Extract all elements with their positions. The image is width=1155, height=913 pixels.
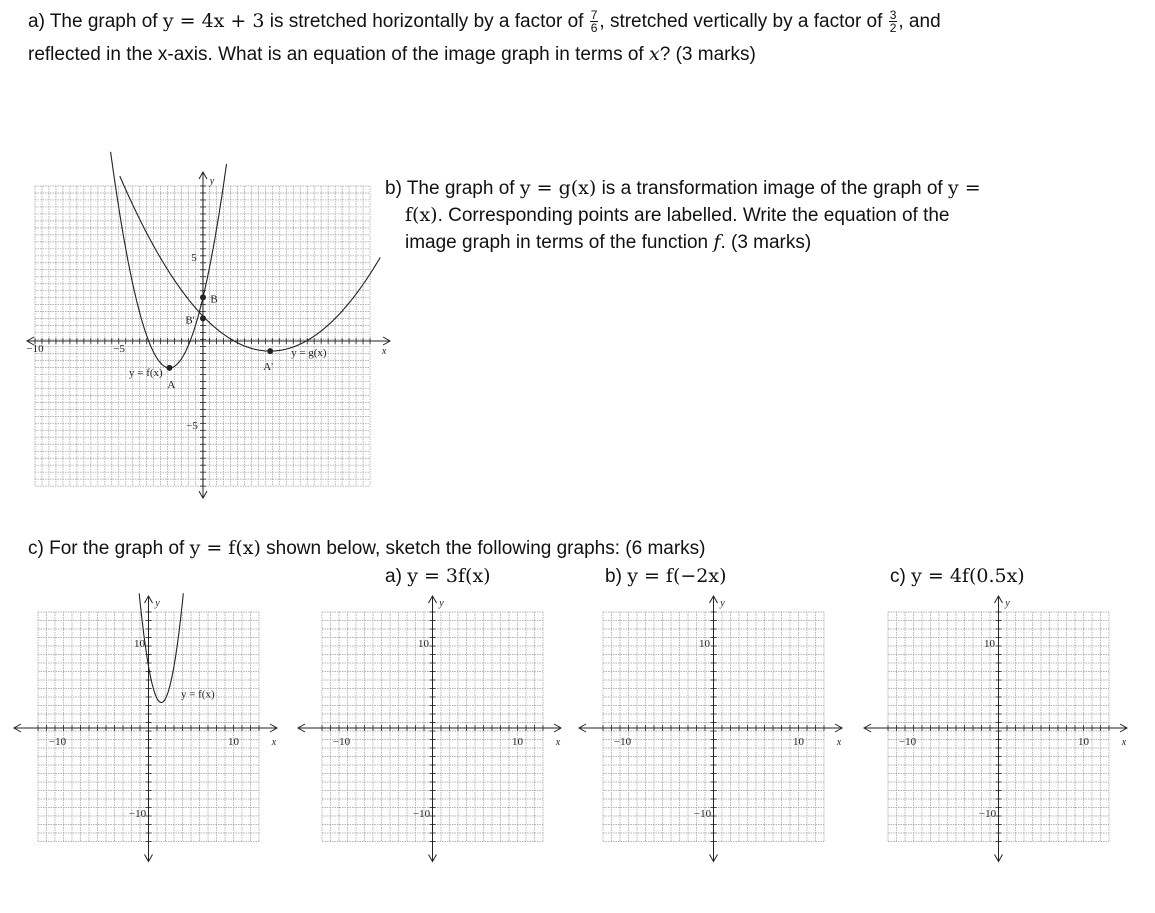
qb-text-3: . Corresponding points are labelled. Write the equation of the	[437, 205, 950, 226]
qa-line2-text: reflected in the x-axis. What is an equation of the image graph in terms of	[28, 44, 649, 65]
label-g: y = g(x)	[291, 347, 327, 360]
tick-label-x-neg10: −10	[26, 343, 44, 355]
small-graph-curve-f	[139, 593, 183, 702]
qc-sub-b-equation: y = f(−2x)	[627, 565, 727, 587]
qc-text-1: c) For the graph of	[28, 538, 190, 559]
small-graph-1-y-label: y	[155, 598, 160, 609]
qa-text-2: is stretched horizontally by a factor of	[264, 11, 589, 32]
qc-sub-a-equation: y = 3f(x)	[407, 565, 491, 587]
qc-equation: y = f(x)	[189, 537, 261, 559]
qb-equation-y: y =	[947, 177, 981, 199]
qb-f-var: f	[713, 231, 721, 253]
point-A	[166, 365, 172, 371]
small-graph-2-y-label: y	[439, 598, 444, 609]
qc-text-2: shown below, sketch the following graphs: (6 marks)	[260, 538, 706, 559]
qa-var-x: x	[649, 43, 660, 65]
qb-text-4: image graph in terms of the function	[405, 232, 714, 253]
small-graph-1-tick-10: 10	[228, 736, 239, 748]
small-graph-4-x-label: x	[1121, 737, 1127, 748]
label-f: y = f(x)	[129, 366, 163, 379]
label-B-prime: B'	[185, 314, 195, 327]
qa-text-3: , stretched vertically by a factor of	[599, 11, 888, 32]
qb-text-5: . (3 marks)	[720, 232, 812, 253]
qa-v-num: 3	[889, 8, 897, 23]
small-graph-3-tick-yneg10: −10	[693, 808, 712, 820]
small-graph-2-grid	[298, 596, 561, 862]
small-graph-4-tick-neg10: −10	[898, 736, 917, 748]
label-A-prime: A'	[263, 361, 274, 374]
label-B: B	[210, 293, 218, 306]
qc-sub-a-label: a)	[385, 566, 408, 587]
tick-label-y-5: 5	[191, 252, 197, 264]
point-B	[200, 294, 206, 300]
qa-text-1: a) The graph of	[28, 11, 163, 32]
small-graph-2-tick-10: 10	[512, 736, 523, 748]
qa-line2-end: ? (3 marks)	[659, 44, 756, 65]
small-graph-2-tick-yneg10: −10	[412, 808, 431, 820]
qa-h-num: 7	[590, 8, 598, 23]
qa-h-den: 6	[590, 21, 598, 36]
graph-b-grid	[27, 172, 390, 498]
small-graph-2-tick-neg10: −10	[332, 736, 351, 748]
qc-sub-c-equation: y = 4f(0.5x)	[911, 565, 1025, 587]
curve-g	[120, 176, 380, 351]
point-A-prime	[267, 348, 273, 354]
qb-text-1: b) The graph of	[385, 178, 520, 199]
small-graph-3-tick-y10: 10	[699, 638, 710, 650]
qa-text-4: , and	[898, 11, 941, 32]
qc-sub-b-label: b)	[605, 566, 628, 587]
small-graph-1-tick-neg10: −10	[48, 736, 67, 748]
tick-label-y-neg5: −5	[186, 420, 198, 432]
tick-label-x-neg5: −5	[113, 343, 125, 355]
small-graph-1-x-label: x	[271, 737, 277, 748]
small-graph-2-x-label: x	[555, 737, 561, 748]
small-graph-4-tick-yneg10: −10	[978, 808, 997, 820]
small-graph-4-tick-y10: 10	[984, 638, 995, 650]
small-graph-3-grid	[579, 596, 842, 862]
qb-text-2: is a transformation image of the graph of	[596, 178, 948, 199]
small-graph-label-f: y = f(x)	[180, 688, 215, 701]
small-graph-1-grid	[14, 596, 277, 862]
label-A: A	[167, 378, 176, 391]
qa-equation: y = 4x + 3	[162, 10, 265, 32]
small-graph-4-y-label: y	[1005, 598, 1010, 609]
qa-v-den: 2	[889, 21, 897, 36]
y-axis-label: y	[209, 176, 215, 187]
small-graph-2-tick-y10: 10	[418, 638, 429, 650]
qb-equation-g: y = g(x)	[519, 177, 597, 199]
small-graph-1-tick-yneg10: −10	[128, 808, 147, 820]
small-graph-3-x-label: x	[836, 737, 842, 748]
small-graph-3-tick-neg10: −10	[613, 736, 632, 748]
small-graph-4-grid	[864, 596, 1127, 862]
qb-equation-f: f(x)	[405, 204, 438, 226]
qc-sub-c-label: c)	[890, 566, 912, 587]
point-B-prime	[200, 315, 206, 321]
small-graph-3-tick-10: 10	[793, 736, 804, 748]
small-graph-3-y-label: y	[720, 598, 725, 609]
x-axis-label: x	[381, 346, 387, 357]
small-graph-1-tick-y10: 10	[134, 638, 145, 650]
small-graph-4-tick-10: 10	[1078, 736, 1089, 748]
